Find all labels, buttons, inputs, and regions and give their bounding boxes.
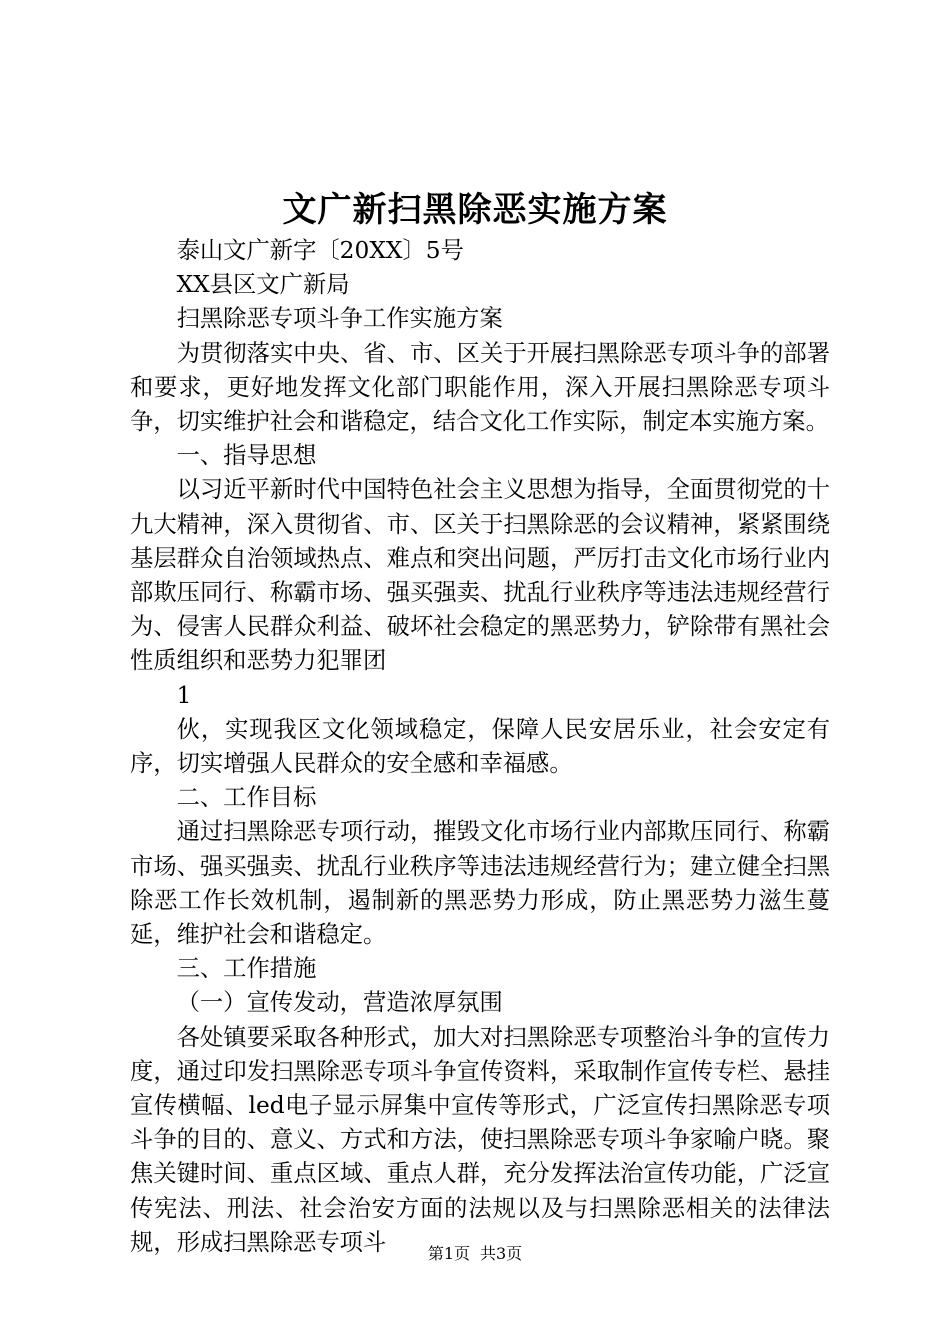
doc-number: 泰山文广新字〔20XX〕5号: [176, 237, 464, 264]
page-number-current: 第1页: [427, 1244, 470, 1263]
document-title: 文广新扫黑除恶实施方案: [282, 190, 668, 230]
inline-page-marker: 1: [176, 681, 192, 709]
section-heading-3: 三、工作措施: [176, 955, 317, 983]
issuer: XX县区文广新局: [176, 271, 350, 299]
intro-paragraph: 为贯彻落实中央、省、市、区关于开展扫黑除恶专项斗争的部署和要求，更好地发挥文化部门职能作用，深入开展扫黑除恶专项斗争，切实维护社会和谐稳定，结合文化工作实际，制定本实施方案。: [130, 339, 830, 436]
section-heading-1: 一、指导思想: [176, 442, 317, 470]
subsection-heading-1: （一）宣传发动，营造浓厚氛围: [176, 989, 503, 1017]
section2-paragraph: 通过扫黑除恶专项行动，摧毁文化市场行业内部欺压同行、称霸市场、强买强卖、扰乱行业秩序等违法违规经营行为；建立健全扫黑除恶工作长效机制，遏制新的黑恶势力形成，防止黑恶势力滋生蔓延，维护社会和谐稳定。: [130, 818, 830, 949]
section-heading-2: 二、工作目标: [176, 784, 317, 812]
section1-paragraph-b: 伙，实现我区文化领域稳定，保障人民安居乐业，社会安定有序，切实增强人民群众的安全感和幸福感。: [130, 715, 830, 778]
subsection1-paragraph: 各处镇要采取各种形式，加大对扫黑除恶专项整治斗争的宣传力度，通过印发扫黑除恶专项斗争宣传资料，采取制作宣传专栏、悬挂宣传横幅、led电子显示屏集中宣传等形式，广泛宣传扫黑除恶专项斗争的目的、意义、方式和方法，使扫黑除恶专项斗争家喻户晓。聚焦关键时间、重点区域、重点人群，充分发挥法治宣传功能，广泛宣传宪法、刑法、社会治安方面的法规以及与扫黑除恶相关的法律法规，形成扫黑除恶专项斗: [130, 1023, 830, 1256]
document-body: [130, 234, 830, 1260]
page-number-total: 共3页: [480, 1244, 523, 1263]
page-footer: [0, 1242, 950, 1266]
plan-subtitle: 扫黑除恶专项斗争工作实施方案: [176, 305, 503, 333]
section1-paragraph-a: 以习近平新时代中国特色社会主义思想为指导，全面贯彻党的十九大精神，深入贯彻省、市、区关于扫黑除恶的会议精神，紧紧围绕基层群众自治领域热点、难点和突出问题，严厉打击文化市场行业内部欺压同行、称霸市场、强买强卖、扰乱行业秩序等违法违规经营行为、侵害人民群众利益、破坏社会稳定的黑恶势力，铲除带有黑社会性质组织和恶势力犯罪团: [130, 476, 830, 675]
